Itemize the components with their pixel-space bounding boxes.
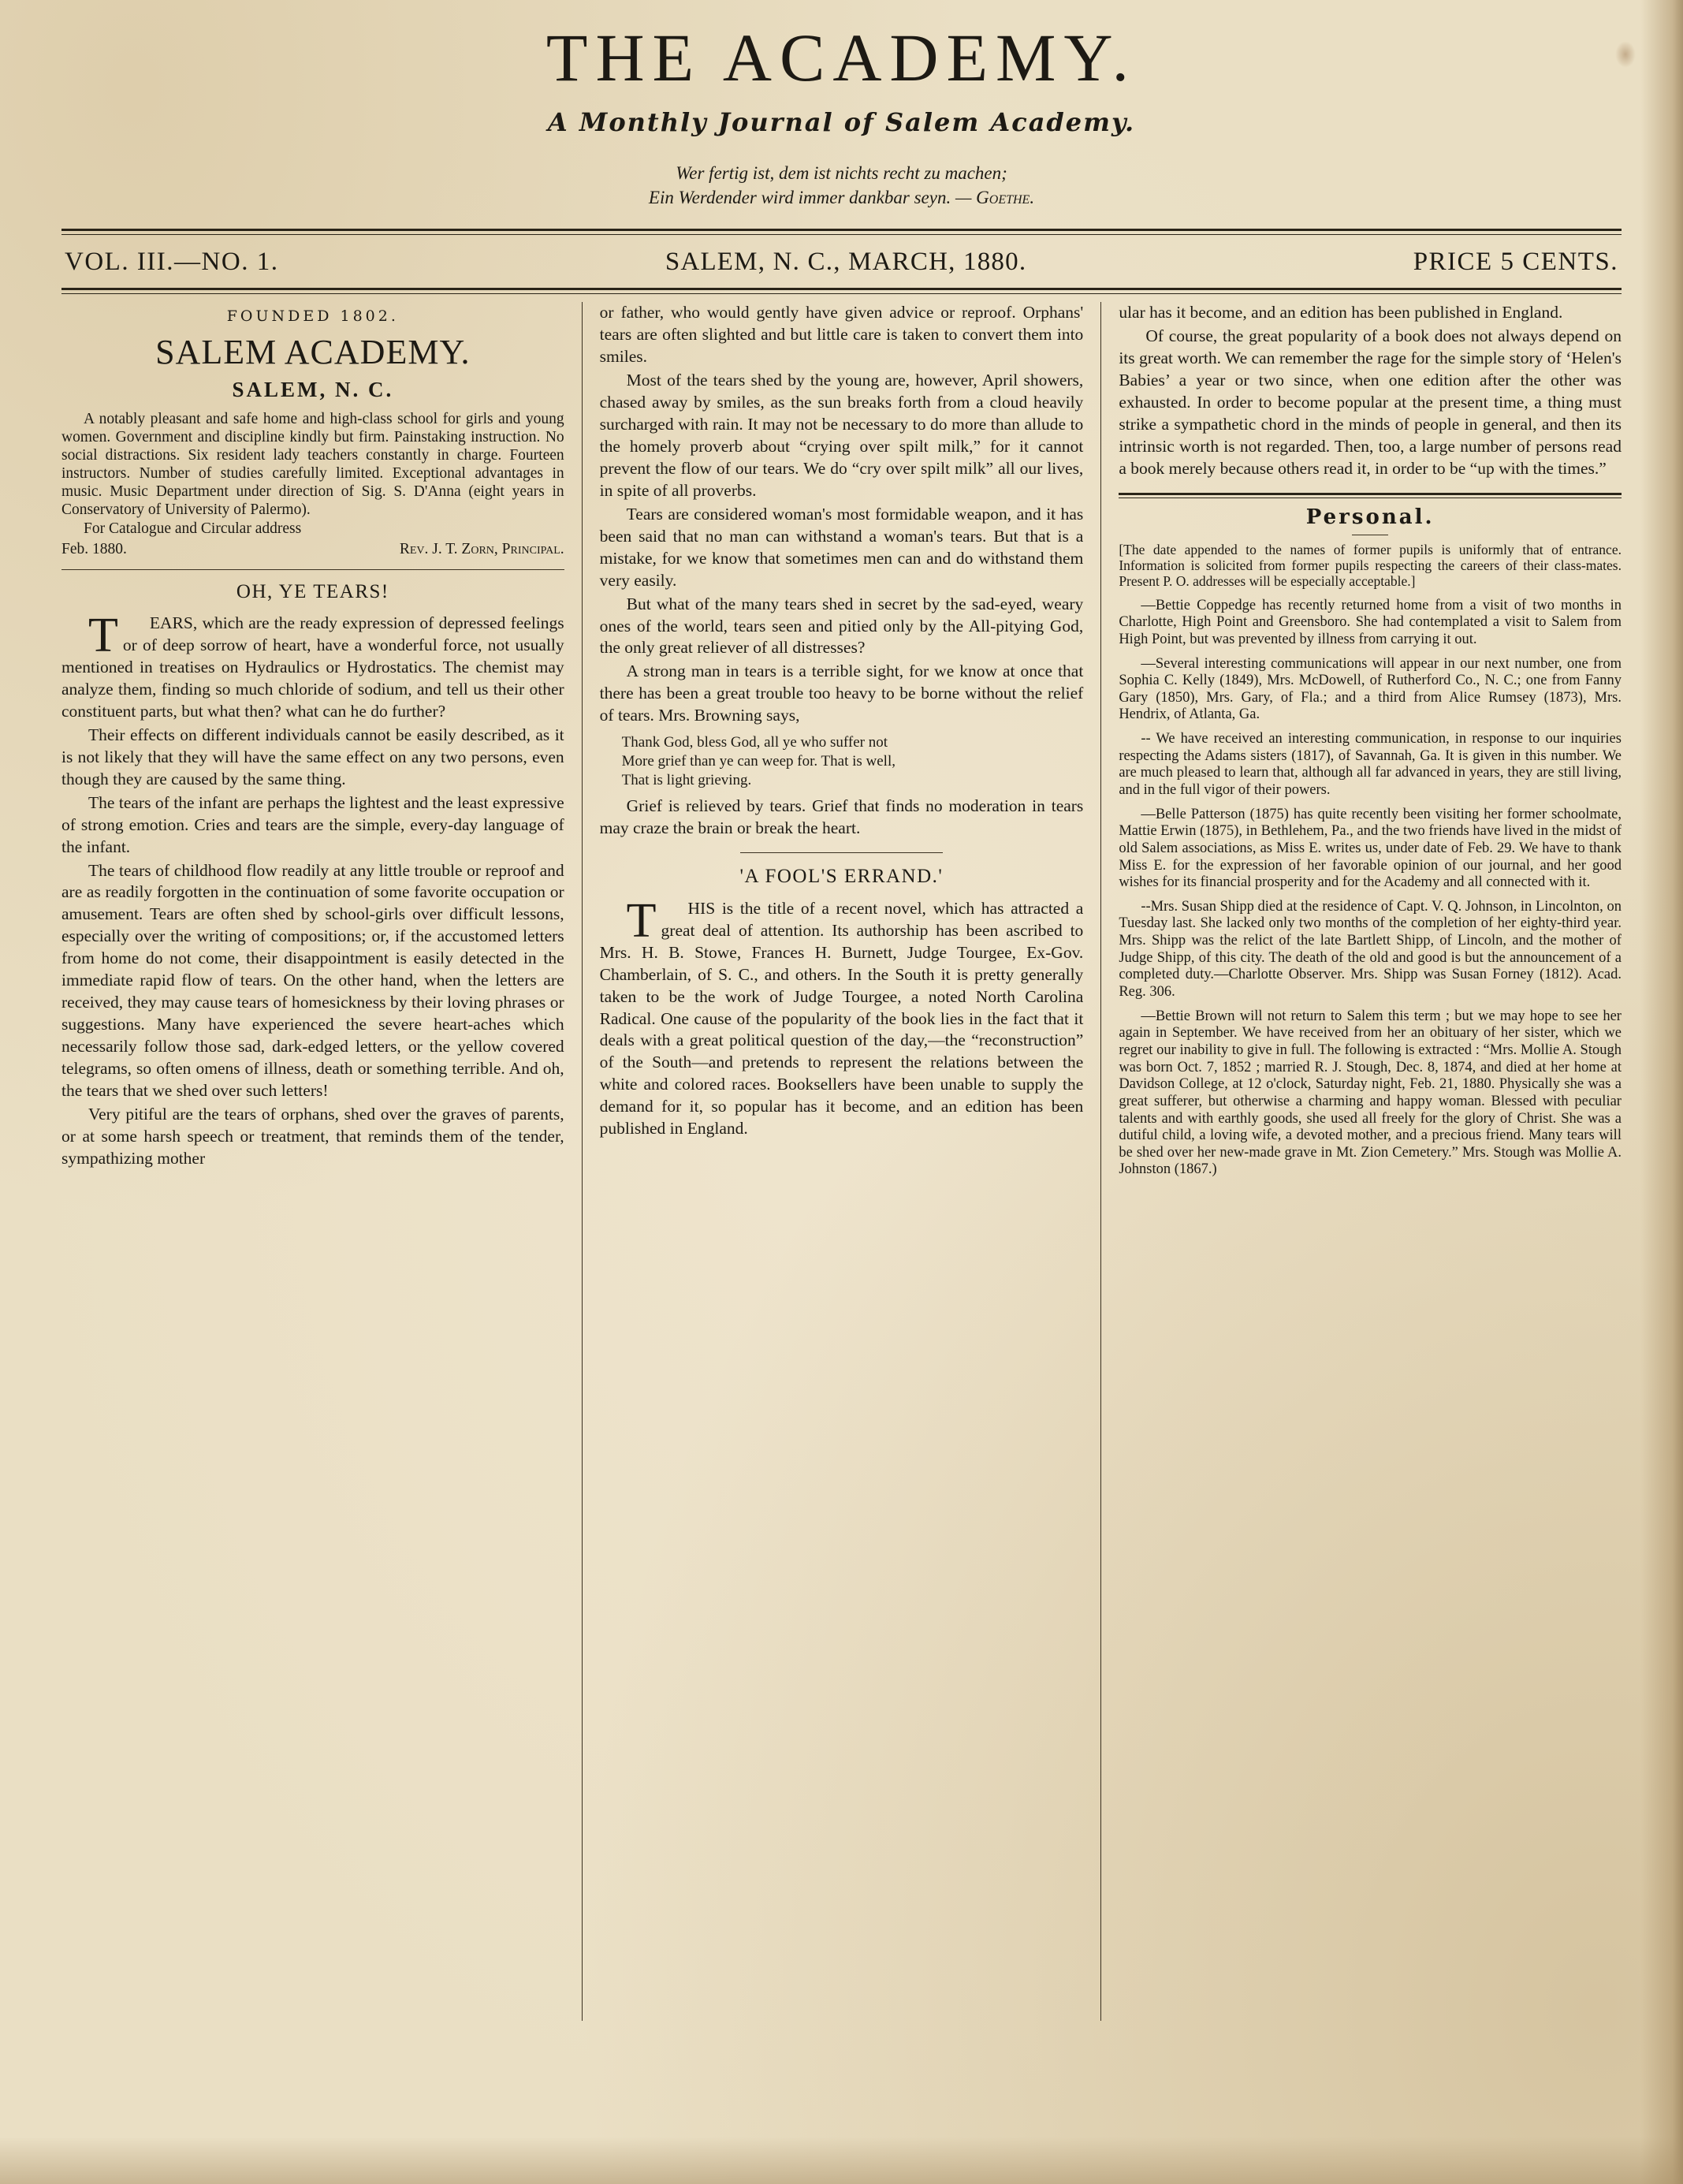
fool-paragraph-1 xyxy=(599,893,1084,1140)
verse-line-1: Thank God, bless God, all ye who suffer not xyxy=(621,734,888,751)
browning-verse xyxy=(622,733,1084,789)
fool-paragraph-1-continued: ular has it become, and an edition has been published in England. xyxy=(1119,303,1563,322)
tears-paragraph-1 xyxy=(61,609,564,723)
tears-paragraph-4: The tears of childhood flow readily at any little trouble or reproof and are as readily forgotten in the continuation of some favorite occupation or amusement. Tears are often shed by school-girls over difficult lessons, especially over the writing of compositions; or, if the accustomed letters from home do not come, their disappointment is easily detected in the immediate rapid flow of tears. On the other hand, when the letters are received, they may cause tears of homesickness by their loving phrases or suggestions. Many have experienced the severe heart-aches which necessarily follow those sad, dark-edged letters, or the yellow covered telegrams, so often omens of illness, death or something terrible. And oh, the tears that we shed over such letters! xyxy=(61,860,564,1100)
personal-note: [The date appended to the names of former pupils is uniformly that of entrance. Information is solicited from former pupils respecting the careers of their class-mates. Present P. O. addresses will be especially acceptable.] xyxy=(1119,541,1622,590)
advert-body-text: A notably pleasant and safe home and high-class school for girls and young women. Government and discipline kindly but firm. Painstaking instruction. No social distractions. Six resident lady teachers constantly in charge. Fourteen instructors. Number of studies carefully limited. Exceptional advantages in music. Music Department under direction of Sig. S. D'Anna (eight years in Conservatory of University of Palermo). xyxy=(61,411,564,519)
advert-school-place: SALEM, N. C. xyxy=(232,378,394,402)
fool-paragraph-2: Of course, the great popularity of a book does not always depend on its great worth. We can remember the rage for the simple story of ‘Helen's Babies’ a year or two since, when one edition after the other was exhausted. In order to become popular at the present time, a thing must strike a sympathetic chord in the minds of people in general, and then its intrinsic worth is not regarded. Then, too, a large number of persons read a book merely because others read it, in order to be “up with the times.” xyxy=(1119,326,1622,478)
advert-date: Feb. 1880. xyxy=(61,541,127,558)
advert-body xyxy=(61,410,564,538)
epigraph xyxy=(61,161,1622,210)
tears-paragraph-7: Most of the tears shed by the young are, however, April showers, chased away by smiles, as the sun breaks forth from a cloud heavily surcharged with rain. It may not be necessary to do more than allude to the homely proverb about “crying over spilt milk,” for it cannot prevent the flow of our tears. We do “cry over spilt milk” all our lives, in spite of all proverbs. xyxy=(599,371,1084,500)
epigraph-attribution: Goethe. xyxy=(976,188,1035,208)
column-one xyxy=(61,302,582,2021)
tears-paragraph-3: The tears of the infant are perhaps the lightest and the least expressive of strong emotion. Cries and tears are the simple, every-day language of the infant. xyxy=(61,792,564,856)
tears-paragraph-11: Grief is relieved by tears. Grief that finds no moderation in tears may craze the brain or break the heart. xyxy=(599,796,1084,838)
personal-section-divider xyxy=(1119,493,1622,498)
epigraph-line-2 xyxy=(61,185,1622,210)
masthead xyxy=(61,0,1622,210)
volume-line xyxy=(61,235,1622,288)
paper-edge-shadow xyxy=(1640,0,1683,2184)
volume-divider xyxy=(61,288,1622,294)
place-and-date: SALEM, N. C., MARCH, 1880. xyxy=(665,248,1027,277)
personal-item: —Several interesting communications will appear in our next number, one from Sophia C. Kelly (1849), Mrs. McDowell, of Rutherford Co., N. C.; one from Fanny Gary (1850), Mrs. Gary, of Fla.; and a third from Alice Rumsey (1873), Mrs. Hendrix, of Atlanta, Ga. xyxy=(1119,655,1622,723)
column-two xyxy=(582,302,1102,2021)
epigraph-line-1: Wer fertig ist, dem ist nichts recht zu machen; xyxy=(676,163,1007,184)
article-separator xyxy=(740,852,944,853)
advert-catalogue-line: For Catalogue and Circular address xyxy=(84,520,302,538)
advert-footer xyxy=(61,539,564,559)
tears-paragraph-6: or father, who would gently have given advice or reproof. Orphans' tears are often slighted and but little care is taken to convert them into smiles. xyxy=(599,303,1084,367)
article-heading-tears: OH, YE TEARS! xyxy=(236,580,389,602)
advert-principal: Rev. J. T. Zorn, Principal. xyxy=(399,541,564,558)
advert-school-name: SALEM ACADEMY. xyxy=(155,333,471,372)
advert-divider xyxy=(61,569,564,570)
paper-bottom-shadow xyxy=(0,2137,1683,2184)
volume-number: VOL. III.—NO. 1. xyxy=(65,248,279,277)
tears-paragraph-5: Very pitiful are the tears of orphans, shed over the graves of parents, or at some harsh speech or treatment, that reminds them of the tender, sympathizing mother xyxy=(61,1104,564,1168)
personal-item: —Bettie Coppedge has recently returned home from a visit of two months in Charlotte, High Point and Greensboro. She had contemplated a visit to Salem from High Point, but was prevented by illness from carrying it out. xyxy=(1119,597,1622,647)
tears-paragraph-9: But what of the many tears shed in secret by the sad-eyed, weary ones of the world, tears seen and pitied only by the All-pitying God, the only great reliever of all distresses? xyxy=(599,594,1084,658)
paper-subtitle: A Monthly Journal of Salem Academy. xyxy=(547,107,1136,138)
masthead-divider xyxy=(61,229,1622,235)
tears-dropcap: T xyxy=(88,609,118,663)
tears-paragraph-8: Tears are considered woman's most formidable weapon, and it has been said that no man can withstand a woman's tears. But that is a mistake, for we know that sometimes men can and do withstand them very easily. xyxy=(599,504,1084,590)
verse-line-2: More grief than ye can weep for. That is well, xyxy=(621,752,895,770)
personal-item: —Belle Patterson (1875) has quite recently been visiting her former schoolmate, Mattie Erwin (1875), in Bethlehem, Pa., and the two friends have lived in the midst of old Salem associations, as Miss E. writes us, under date of Feb. 29. We have to thank Miss E. for the expression of her favorable opinion of our journal, and her good wishes for its financial prosperity and for the Academy and all connected with it. xyxy=(1119,806,1622,891)
personal-section-heading: Personal. xyxy=(1305,505,1435,529)
tears-paragraph-2: Their effects on different individuals cannot be easily described, as it is not likely that they will have the same effect on any two persons, even though they are caused by the same thing. xyxy=(61,725,564,788)
fool-paragraph-1-text: HIS is the title of a recent novel, which has attracted a great deal of attention. Its authorship has been ascribed to Mrs. H. B. Stowe, Frances H. Burnett, Judge Tourgee, Ex-Gov. Chamberlain, of S. C., and others. In the South it is pretty generally taken to be the work of Judge Tourgee, a noted North Carolina Radical. One cause of the popularity of the book lies in the fact that it deals with a great political question of the day,—the “reconstruction” of the South—and pretends to represent the relations between the white and colored races. Booksellers have been unable to supply the demand for it, so popular has it become, and an edition has been published in England. xyxy=(599,898,1084,1139)
column-three xyxy=(1101,302,1622,2021)
price-label: PRICE 5 CENTS. xyxy=(1413,248,1618,277)
column-container xyxy=(61,302,1622,2021)
personal-item: -- We have received an interesting communication, in response to our inquiries respecting the Adams sisters (1817), of Savannah, Ga. It is given in this number. We are much pleased to learn that, although all far advanced in years, they are still living, and in the full vigor of their powers. xyxy=(1119,731,1622,798)
verse-line-3: That is light grieving. xyxy=(621,771,752,788)
paper-title: THE ACADEMY. xyxy=(545,20,1138,95)
personal-item: —Bettie Brown will not return to Salem this term ; but we may hope to see her again in September. We have received from her an obituary of her sister, which we regret our inability to give in full. The following is extracted : “Mrs. Mollie A. Stough was born Oct. 7, 1852 ; married R. J. Stough, Dec. 8, 1874, and died at her home at Davidson College, at 12 o'clock, Saturday night, Feb. 21, 1880. Physically she was a great sufferer, but otherwise a charming and happy woman. Blessed with peculiar talents and with earthly goods, she used all freely for the glory of Christ. She was a dutiful child, a loving wife, a devoted mother, and a precious friend. Many tears will be shed over her new-made grave in Mt. Zion Cemetery.” Mrs. Stough was Mollie A. Johnston (1867.) xyxy=(1119,1008,1622,1178)
epigraph-line-2-text: Ein Werdender wird immer dankbar seyn. — xyxy=(648,188,977,208)
tears-paragraph-10: A strong man in tears is a terrible sight, for we know at once that there has been a great trouble too heavy to be borne without the relief of tears. Mrs. Browning says, xyxy=(599,662,1084,725)
fool-dropcap: T xyxy=(626,893,657,948)
personal-item: --Mrs. Susan Shipp died at the residence of Capt. V. Q. Johnson, in Lincolnton, on Tuesday last. She lacked only two months of the completion of her eighty-third year. Mrs. Shipp was the relict of the late Bartlett Shipp, of Lincoln, and the mother of Judge Shipp, of this city. The death of the old and good is but the announcement of a completed duty.—Charlotte Observer. Mrs. Shipp was Susan Forney (1812). Acad. Reg. 306. xyxy=(1119,898,1622,1001)
tears-paragraph-1-text: EARS, which are the ready expression of depressed feelings or of deep sorrow of heart, have a wonderful force, not usually mentioned in treatises on Hydraulics or Hydrostatics. The chemist may analyze them, finding so much chloride of sodium, and tell us their other constituent parts, but what then? what can he do further? xyxy=(61,613,564,721)
article-heading-fool: 'A FOOL'S ERRAND.' xyxy=(739,866,944,888)
advert-founded: FOUNDED 1802. xyxy=(226,307,399,326)
